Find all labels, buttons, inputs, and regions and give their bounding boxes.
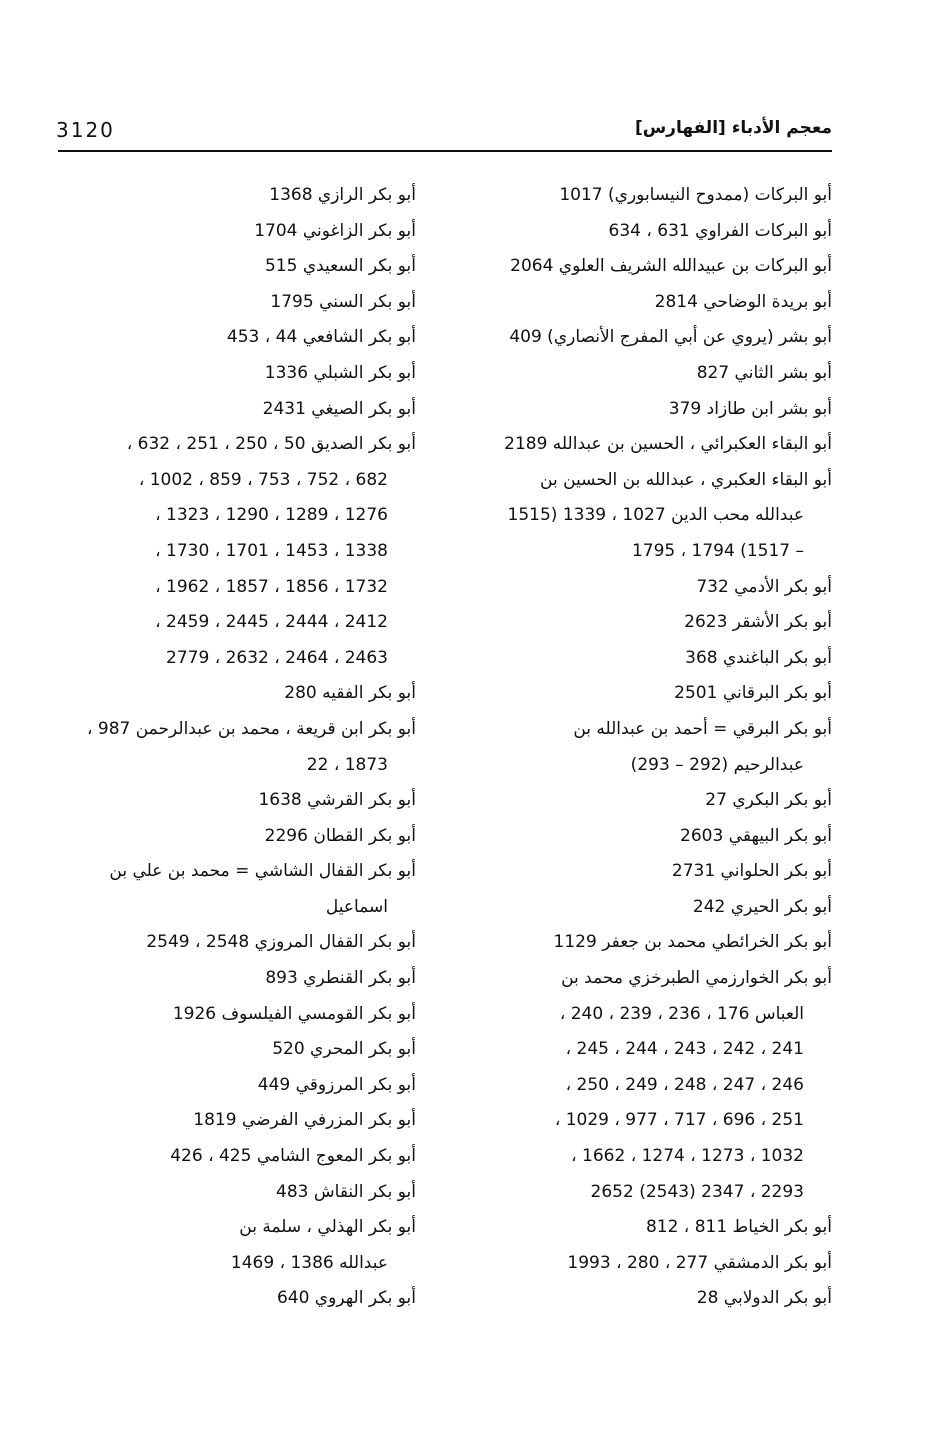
index-entry-continuation: اسماعيل bbox=[325, 896, 388, 917]
index-entry-continuation: 1732 ، 1856 ، 1857 ، 1962 ، bbox=[155, 576, 388, 597]
index-entry: أبو بكر الشبلي 1336 bbox=[264, 362, 416, 383]
index-entry: أبو البركات بن عبيدالله الشريف العلوي 2064 bbox=[510, 256, 832, 277]
index-entry: أبو بكر القومسي الفيلسوف 1926 bbox=[172, 1003, 416, 1024]
index-entry-continuation: عبدالله محب الدين 1027 ، 1339 (1515 bbox=[507, 505, 804, 526]
index-entry: أبو بكر البرقي = أحمد بن عبدالله بن bbox=[573, 718, 832, 739]
index-entry-continuation: 2293 ، 2347 (2543) 2652 bbox=[590, 1181, 804, 1202]
header-divider bbox=[58, 150, 832, 152]
index-entry: أبو بكر الأدمي 732 bbox=[696, 576, 832, 597]
index-entry-continuation: 1873 ، 22 bbox=[306, 754, 388, 775]
index-entry: أبو بكر البرقاني 2501 bbox=[674, 683, 832, 704]
index-entry: أبو البقاء العكبرائي ، الحسين بن عبدالله 2189 bbox=[504, 434, 832, 455]
index-entry: أبو بكر الباغندي 368 bbox=[685, 647, 832, 668]
index-entry: أبو بشر (يروي عن أبي المفرج الأنصاري) 409 bbox=[509, 327, 832, 348]
index-entry-continuation: – 1517) 1794 ، 1795 bbox=[631, 540, 804, 561]
index-entry: أبو بكر الدمشقي 277 ، 280 ، 1993 bbox=[567, 1252, 832, 1273]
index-entry-continuation: عبدالله 1386 ، 1469 bbox=[230, 1252, 388, 1273]
index-entry: أبو بكر المحري 520 bbox=[272, 1039, 416, 1060]
index-entry-continuation: العباس 176 ، 236 ، 239 ، 240 ، bbox=[559, 1003, 804, 1024]
index-entry: أبو بكر الدولابي 28 bbox=[696, 1288, 832, 1309]
index-entry: أبو بكر القنطري 893 bbox=[265, 968, 416, 989]
index-entry: أبو بكر القفال المروزي 2548 ، 2549 bbox=[146, 932, 416, 953]
index-entry-continuation: 2463 ، 2464 ، 2632 ، 2779 bbox=[166, 647, 388, 668]
index-entry: أبو بشر ابن طازاد 379 bbox=[668, 398, 832, 419]
index-entry-continuation: عبدالرحيم (292 – 293) bbox=[630, 754, 804, 775]
index-entry: أبو بريدة الوضاحي 2814 bbox=[654, 291, 832, 312]
index-entry: أبو بكر الزاغوني 1704 bbox=[254, 220, 416, 241]
index-entry: أبو بكر المعوج الشامي 425 ، 426 bbox=[170, 1146, 416, 1167]
index-column-right bbox=[472, 178, 832, 1317]
index-entry: أبو بكر القطان 2296 bbox=[264, 825, 416, 846]
index-entry-continuation: 1032 ، 1273 ، 1274 ، 1662 ، bbox=[571, 1146, 804, 1167]
page-number: 3120 bbox=[56, 118, 115, 142]
index-entry: أبو بكر الرازي 1368 bbox=[269, 185, 416, 205]
index-entry: أبو بكر الهروي 640 bbox=[276, 1288, 416, 1309]
index-entry-continuation: 1276 ، 1289 ، 1290 ، 1323 ، bbox=[155, 505, 388, 526]
index-entry: أبو بكر القفال الشاشي = محمد بن علي بن bbox=[109, 861, 416, 882]
index-entry: أبو بكر الشافعي 44 ، 453 bbox=[226, 327, 416, 348]
index-entry: أبو بكر البكري 27 bbox=[705, 790, 832, 811]
index-entry: أبو بكر الهذلي ، سلمة بن bbox=[239, 1217, 416, 1238]
index-entry: أبو بكر البيهقي 2603 bbox=[680, 825, 832, 846]
index-entry: أبو بكر الفقيه 280 bbox=[284, 683, 416, 704]
index-entry-continuation: 241 ، 242 ، 243 ، 244 ، 245 ، bbox=[565, 1039, 804, 1060]
index-entry: أبو بكر المزرفي الفرضي 1819 bbox=[193, 1110, 416, 1131]
index-entry: أبو بكر السني 1795 bbox=[270, 291, 416, 312]
index-entry-continuation: 246 ، 247 ، 248 ، 249 ، 250 ، bbox=[565, 1074, 804, 1095]
index-entry: أبو بكر القرشي 1638 bbox=[258, 790, 416, 811]
index-entry: أبو بكر الخرائطي محمد بن جعفر 1129 bbox=[553, 932, 832, 953]
index-entry-continuation: 2412 ، 2444 ، 2445 ، 2459 ، bbox=[155, 612, 388, 633]
index-entry: أبو البركات (ممدوح النيسابوري) 1017 bbox=[559, 185, 832, 205]
index-entry: أبو بكر الحلواني 2731 bbox=[671, 861, 832, 882]
index-entry: أبو بشر الثاني 827 bbox=[696, 362, 832, 383]
index-entry: أبو بكر الخياط 811 ، 812 bbox=[645, 1217, 832, 1238]
index-entry: أبو بكر النقاش 483 bbox=[276, 1181, 416, 1202]
index-entry: أبو بكر الحيري 242 bbox=[692, 896, 832, 917]
index-entry-continuation: 682 ، 752 ، 753 ، 859 ، 1002 ، bbox=[138, 469, 388, 490]
index-entry: أبو بكر الصيغي 2431 bbox=[262, 398, 416, 419]
index-entry: أبو بكر الأشقر 2623 bbox=[684, 612, 832, 633]
index-entry-continuation: 251 ، 696 ، 717 ، 977 ، 1029 ، bbox=[554, 1110, 804, 1131]
page-header-title: معجم الأدباء [الفهارس] bbox=[634, 118, 832, 138]
index-entry: أبو البقاء العكبري ، عبدالله بن الحسين بن bbox=[540, 469, 832, 490]
index-entry: أبو بكر الصديق 50 ، 250 ، 251 ، 632 ، bbox=[126, 434, 416, 455]
index-entry: أبو بكر السعيدي 515 bbox=[264, 256, 416, 277]
index-entry-continuation: 1338 ، 1453 ، 1701 ، 1730 ، bbox=[155, 540, 388, 561]
index-column-left bbox=[56, 178, 416, 1317]
index-entry: أبو بكر الخوارزمي الطبرخزي محمد بن bbox=[561, 968, 832, 989]
index-entry: أبو البركات الفراوي 631 ، 634 bbox=[608, 220, 832, 241]
index-entry: أبو بكر المرزوقي 449 bbox=[257, 1074, 416, 1095]
index-entry: أبو بكر ابن قريعة ، محمد بن عبدالرحمن 987 ، bbox=[86, 718, 416, 739]
